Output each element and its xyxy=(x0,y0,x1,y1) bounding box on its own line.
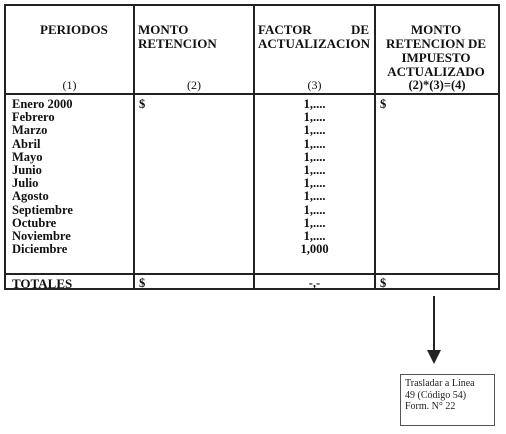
factor-value: 1,.... xyxy=(303,136,326,151)
month-row: Mayo xyxy=(12,149,43,164)
factor-value: 1,.... xyxy=(303,189,326,204)
month-row: Marzo xyxy=(12,123,48,138)
factor-value: 1,.... xyxy=(303,163,326,178)
header-periodos: PERIODOS xyxy=(40,22,108,37)
totals-factor: -,- xyxy=(308,276,321,290)
factor-value: 1,.... xyxy=(303,149,326,164)
factor-value: 1,.... xyxy=(303,176,326,191)
month-row: Diciembre xyxy=(12,242,68,257)
month-row: Septiembre xyxy=(12,202,73,217)
month-row: Octubre xyxy=(12,215,57,230)
retention-table xyxy=(4,4,500,290)
factor-value: 1,.... xyxy=(303,229,326,244)
header-factor-line1: FACTOR xyxy=(258,22,312,37)
header-factor-de: DE xyxy=(351,22,370,37)
month-row: Junio xyxy=(12,163,42,178)
month-row: Enero 2000 xyxy=(12,97,73,111)
month-row: Febrero xyxy=(12,110,55,125)
header-monto-retencion: MONTO RETENCION xyxy=(138,22,217,51)
month-row: Agosto xyxy=(12,189,49,204)
colnum-3: (3) xyxy=(307,78,322,92)
month-row: Abril xyxy=(12,136,41,151)
colnum-2: (2) xyxy=(187,78,201,92)
totals-actualizado: $ xyxy=(380,276,387,290)
months-column xyxy=(12,98,73,256)
header-divider xyxy=(6,93,498,95)
factors-column xyxy=(255,98,374,256)
factor-value: 1,.... xyxy=(303,123,326,138)
note-line-1: Trasladar a Línea xyxy=(405,378,475,389)
totals-monto: $ xyxy=(139,276,146,290)
header-monto-impuesto: MONTO RETENCION DE IMPUESTO ACTUALIZADO xyxy=(385,22,487,79)
col-divider-1 xyxy=(133,6,135,288)
note-line-3: Form. N° 22 xyxy=(405,401,456,412)
monto-currency: $ xyxy=(139,97,146,111)
month-row: Julio xyxy=(12,176,39,191)
colnum-4: (2)*(3)=(4) xyxy=(408,78,466,92)
actualizado-currency: $ xyxy=(380,97,387,111)
transfer-note xyxy=(400,374,495,426)
month-row: Noviembre xyxy=(12,229,71,244)
factor-value: 1,.... xyxy=(303,110,326,125)
factor-value: 1,000 xyxy=(300,242,329,257)
totals-divider xyxy=(6,273,498,275)
factor-value: 1,.... xyxy=(303,215,326,230)
arrow-down-icon xyxy=(427,350,441,364)
header-factor-line2: ACTUALIZACION xyxy=(258,36,370,51)
colnum-1: (1) xyxy=(62,78,77,92)
factor-value: 1,.... xyxy=(303,202,326,217)
totals-label: TOTALES xyxy=(12,276,73,291)
factor-value: 1,.... xyxy=(303,97,326,111)
arrow-shaft xyxy=(433,296,435,352)
note-line-2: 49 (Código 54) xyxy=(405,389,467,401)
col-divider-3 xyxy=(374,6,376,288)
